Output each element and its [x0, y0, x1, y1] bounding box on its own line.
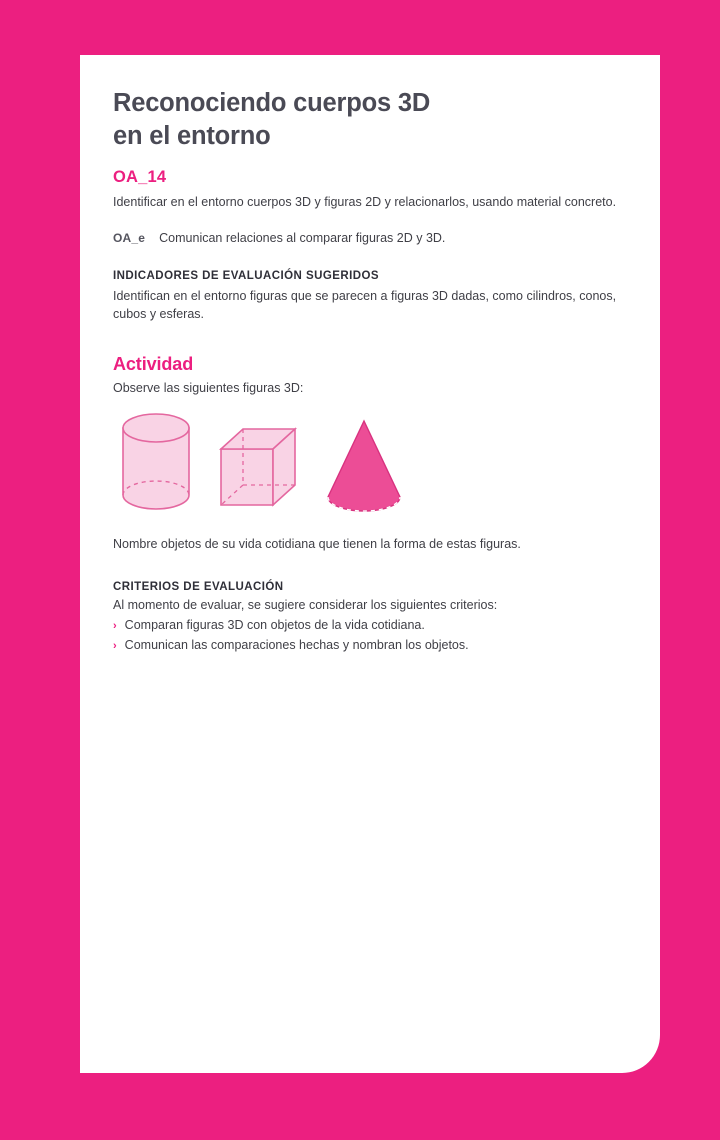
criteria-heading: CRITERIOS DE EVALUACIÓN [113, 580, 284, 593]
document-content [113, 87, 625, 655]
indicators-heading: INDICADORES DE EVALUACIÓN SUGERIDOS [113, 269, 380, 282]
cylinder-icon [117, 413, 195, 515]
oae-code: OA_e [113, 231, 146, 246]
page-title-line-2: en el entorno [113, 121, 271, 150]
page-title-line-1: Reconociendo cuerpos 3D [113, 89, 431, 117]
list-item [113, 635, 625, 655]
indicators-text: Identifican en el entorno figuras que se parecen a figuras 3D dadas, como cilindros, conos, cubos y esferas. [113, 288, 617, 321]
activity-heading: Actividad [113, 353, 194, 374]
criteria-intro: Al momento de evaluar, se sugiere considerar los siguientes criterios: [113, 597, 498, 612]
criteria-list [113, 615, 625, 655]
oae-text: Comunican relaciones al comparar figuras 2D y 3D. [159, 231, 446, 246]
figure-group [113, 405, 625, 515]
document-card [80, 55, 660, 1073]
cone-icon [321, 417, 407, 515]
chevron-right-icon: › [113, 639, 117, 652]
chevron-right-icon: › [113, 619, 117, 632]
cube-icon [217, 423, 299, 515]
criteria-item-text: Comunican las comparaciones hechas y nombran los objetos. [124, 637, 469, 652]
oae-row [113, 229, 625, 247]
oa-code: OA_14 [113, 168, 167, 187]
page-title [113, 87, 625, 152]
activity-after-text: Nombre objetos de su vida cotidiana que tienen la forma de estas figuras. [113, 536, 521, 551]
activity-intro: Observe las siguientes figuras 3D: [113, 380, 304, 395]
criteria-item-text: Comparan figuras 3D con objetos de la vida cotidiana. [124, 617, 425, 632]
list-item [113, 615, 625, 635]
oa-description: Identificar en el entorno cuerpos 3D y figuras 2D y relacionarlos, usando material concreto. [113, 195, 617, 210]
